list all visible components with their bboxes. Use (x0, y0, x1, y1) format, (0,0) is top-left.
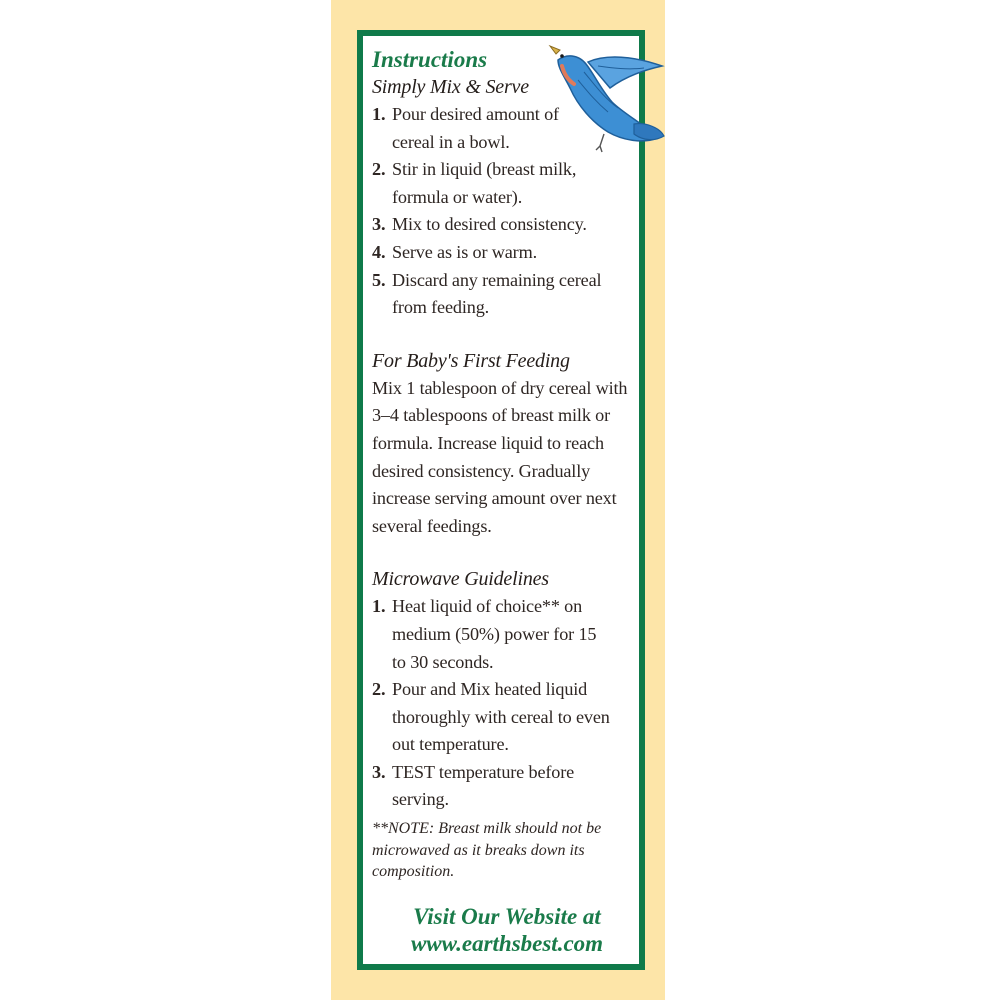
breast-milk-note: **NOTE: Breast milk should not be microwaved as it breaks down its composition. (372, 820, 602, 881)
bluebird-illustration-icon (548, 40, 668, 162)
step-number: 1. (372, 104, 386, 124)
list-item (372, 593, 634, 676)
microwave-guidelines-heading: Microwave Guidelines (372, 568, 549, 591)
list-item (372, 759, 634, 814)
step-number: 2. (372, 159, 386, 180)
list-item (372, 239, 634, 267)
step-number: 5. (372, 269, 386, 290)
step-number: 4. (372, 241, 386, 262)
list-item (372, 676, 634, 759)
first-feeding-heading: For Baby's First Feeding (372, 349, 570, 372)
step-number: 3. (372, 761, 386, 782)
first-feeding-text: Mix 1 tablespoon of dry cereal with 3–4 tablespoons of breast milk or formula. Increase liquid to reach desired consistency. Gradually increase serving amount over next several feedings. (372, 377, 628, 536)
step-text: Serve as is or warm. (392, 241, 537, 262)
website-url[interactable]: www.earthsbest.com (410, 930, 604, 956)
step-number: 2. (372, 679, 386, 700)
simply-mix-serve-heading: Simply Mix & Serve (372, 76, 529, 98)
step-text: Mix to desired consistency. (392, 214, 587, 235)
section-spacer (372, 540, 634, 566)
website-line1: Visit Our Website at (413, 903, 601, 929)
list-item (372, 267, 634, 322)
step-text: Heat liquid of choice** on medium (50%) power for 15 to 30 seconds. (392, 596, 597, 672)
card-content (372, 46, 634, 957)
step-text: Stir in liquid (breast milk, formula or water). (392, 159, 577, 207)
list-item (372, 211, 634, 239)
step-text: Pour and Mix heated liquid thoroughly with cereal to even out temperature. (392, 679, 610, 755)
section-spacer (372, 322, 634, 348)
step-number: 3. (372, 214, 386, 235)
step-text: Discard any remaining cereal from feeding. (392, 269, 602, 318)
instructions-card (357, 30, 645, 970)
list-item (372, 156, 634, 211)
microwave-steps (372, 593, 634, 814)
instructions-title: Instructions (372, 47, 488, 72)
step-number: 1. (372, 596, 386, 617)
step-text: TEST temperature before serving. (392, 761, 575, 810)
website-callout (372, 903, 642, 957)
step-text: Pour desired amount of cereal in a bowl. (392, 104, 559, 152)
